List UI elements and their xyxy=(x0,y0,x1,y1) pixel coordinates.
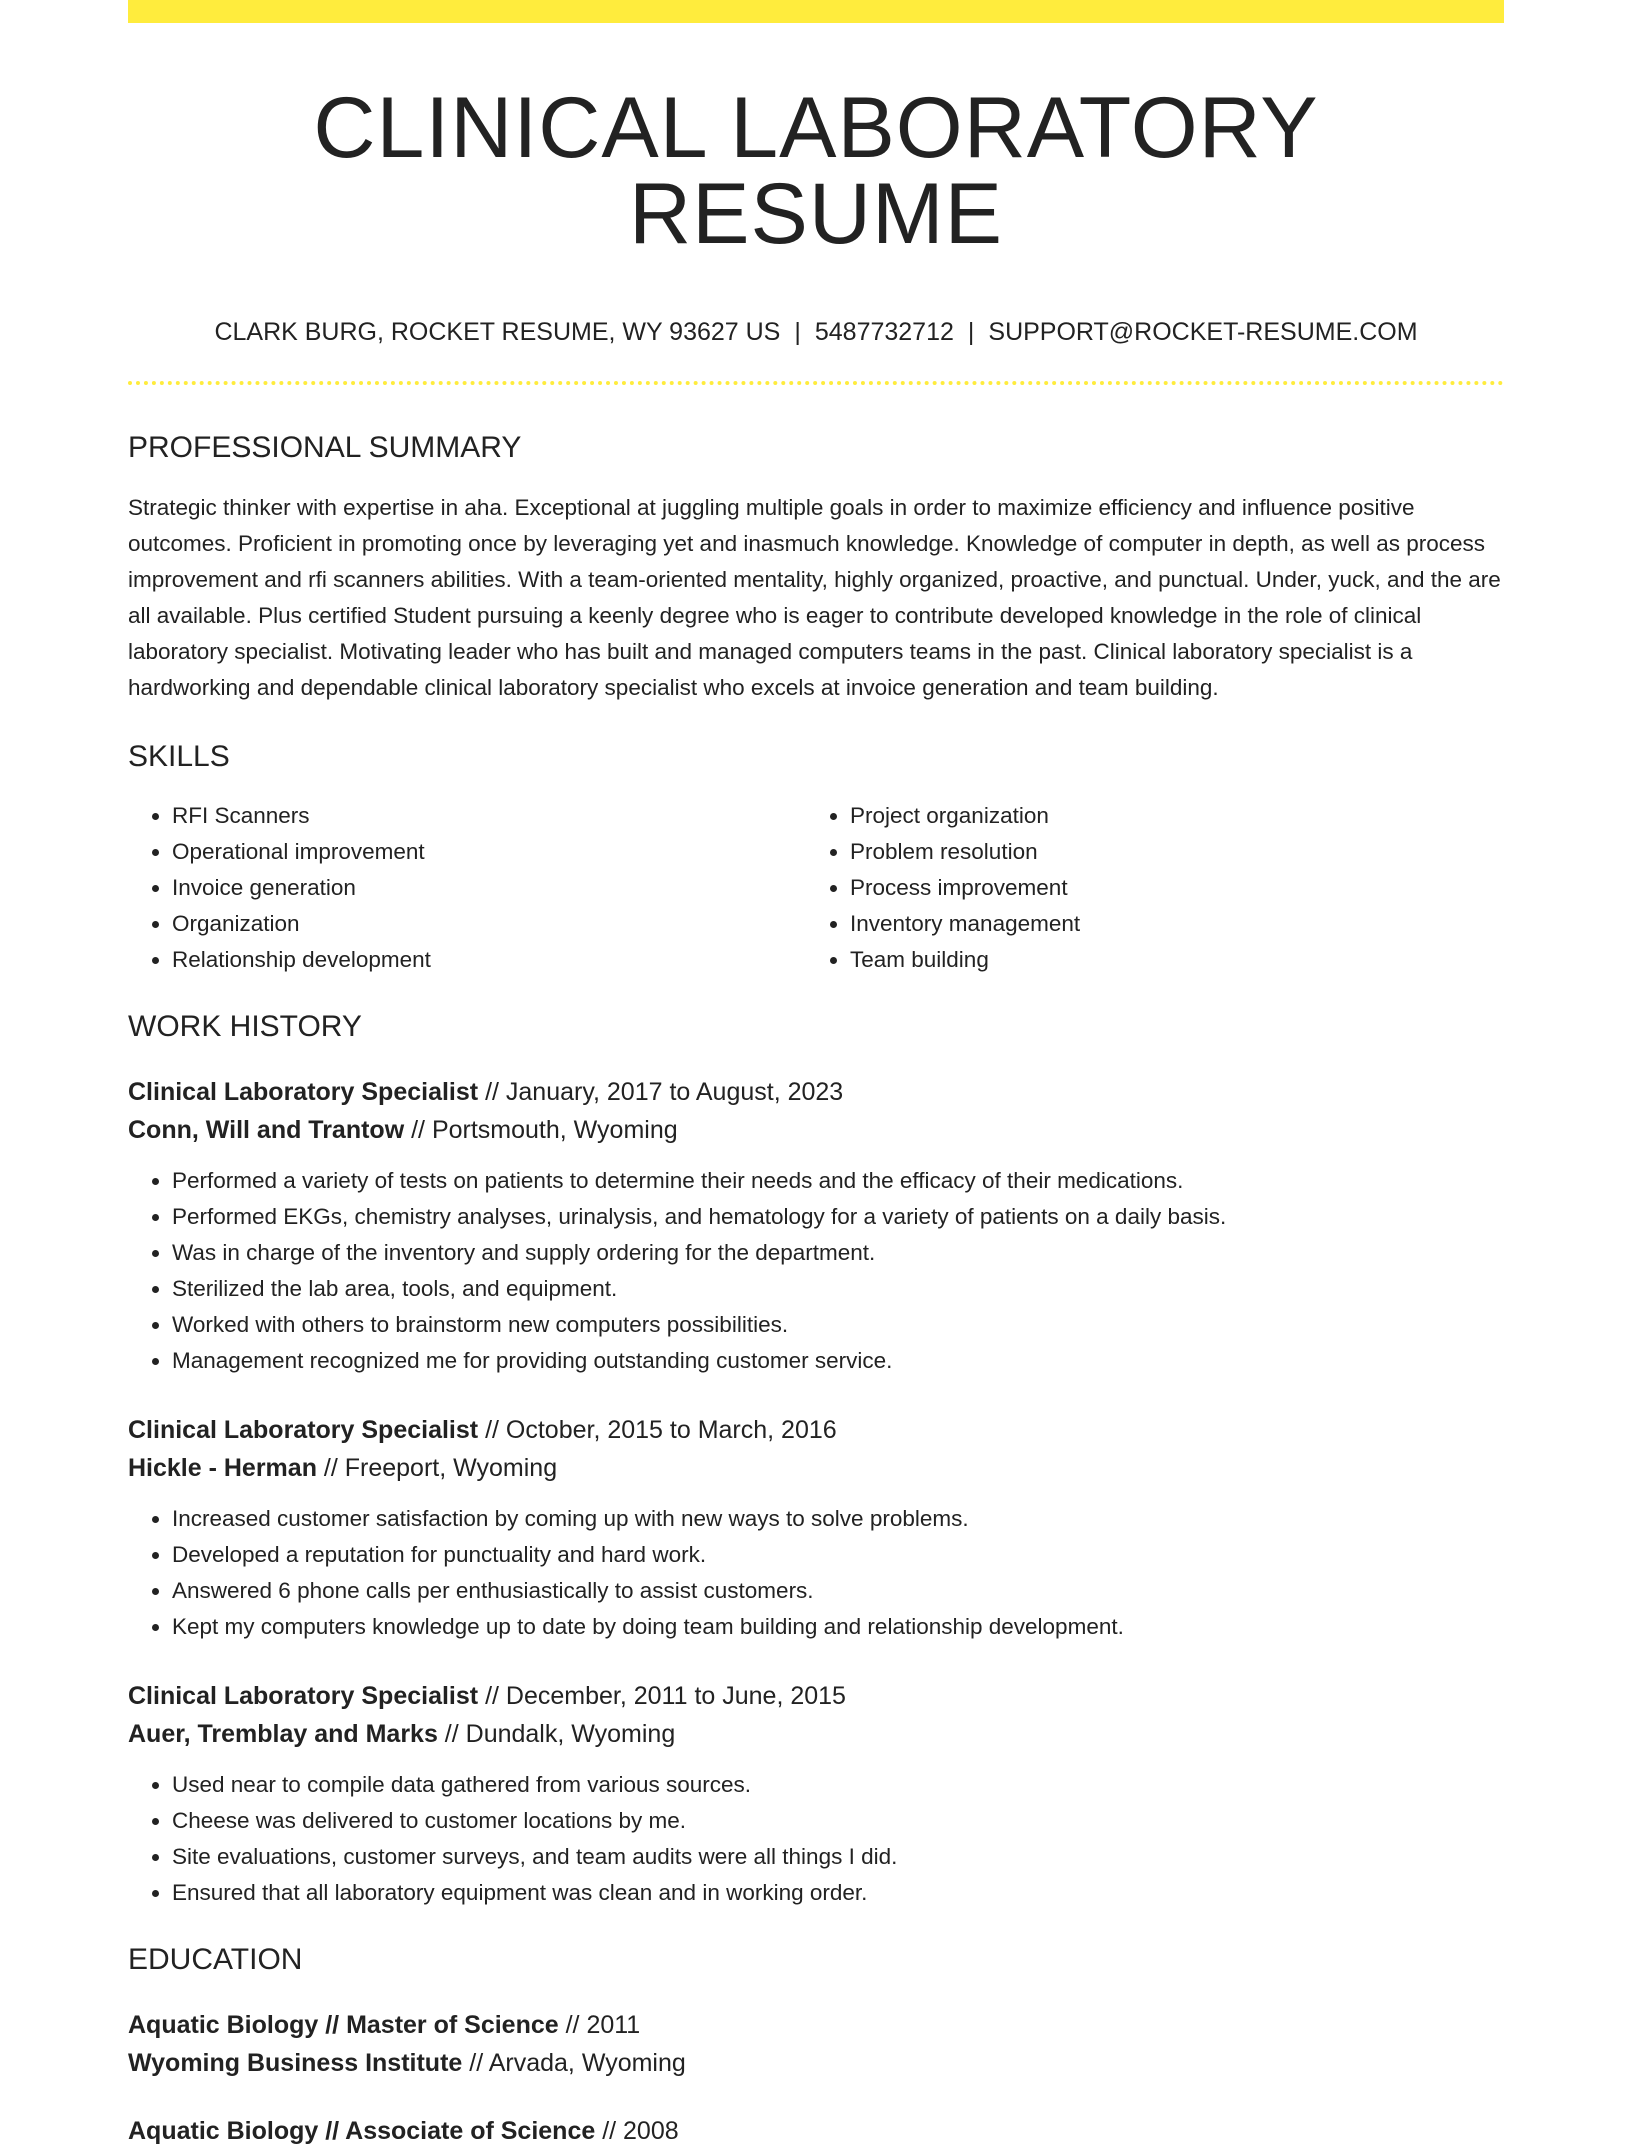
skill-item: • Organization xyxy=(172,906,806,942)
job-bullet: • Sterilized the lab area, tools, and equipment. xyxy=(172,1271,1504,1307)
job-company-line xyxy=(128,1449,1504,1487)
education-school: Wyoming Business Institute xyxy=(128,2049,463,2077)
job-bullets xyxy=(128,1767,1504,1911)
education-location: // Arvada, Wyoming xyxy=(462,2049,686,2077)
job-bullet: • Management recognized me for providing outstanding customer service. xyxy=(172,1343,1504,1379)
top-accent-bar xyxy=(128,0,1504,23)
skill-item: • Invoice generation xyxy=(172,870,806,906)
job-title: Clinical Laboratory Specialist xyxy=(128,1416,479,1444)
contact-email: SUPPORT@ROCKET-RESUME.COM xyxy=(988,318,1418,346)
education-school-line xyxy=(128,2044,1504,2082)
job-bullet: • Used near to compile data gathered from various sources. xyxy=(172,1767,1504,1803)
summary-text: Strategic thinker with expertise in aha. Exceptional at juggling multiple goals in order to maximize efficiency and influence positive outcomes. Proficient in promoting once by leveraging yet and inasmuch knowledge. Knowledge of computer in depth, as well as process improvement and rfi scanners abilities. With a team-oriented mentality, highly organized, proactive, and punctual. Under, yuck, and the are all available. Plus certified Student pursuing a keenly degree who is eager to contribute developed knowledge in the role of clinical laboratory specialist. Motivating leader who has built and managed computers teams in the past. Clinical laboratory specialist is a hardworking and dependable clinical laboratory specialist who excels at invoice generation and team building. xyxy=(128,495,1501,700)
job-bullet: • Increased customer satisfaction by coming up with new ways to solve problems. xyxy=(172,1501,1504,1537)
skill-item: • RFI Scanners xyxy=(172,798,806,834)
job-entry xyxy=(128,1073,1504,1379)
contact-phone: 5487732712 xyxy=(814,318,954,346)
job-bullet: • Was in charge of the inventory and supply ordering for the department. xyxy=(172,1235,1504,1271)
skills-column-right xyxy=(806,798,1484,978)
job-location: // Portsmouth, Wyoming xyxy=(404,1116,678,1144)
job-company-line xyxy=(128,1715,1504,1753)
job-bullet: • Performed a variety of tests on patients to determine their needs and the efficacy of their medications. xyxy=(172,1163,1504,1199)
education-degree: Aquatic Biology // Associate of Science xyxy=(128,2117,596,2145)
job-entry xyxy=(128,1677,1504,1911)
skill-item: • Team building xyxy=(850,942,1484,978)
job-dates: // January, 2017 to August, 2023 xyxy=(478,1078,844,1106)
education-degree-line xyxy=(128,2112,1504,2150)
skill-item: • Process improvement xyxy=(850,870,1484,906)
education-heading: EDUCATION xyxy=(128,1943,303,1976)
skills-grid xyxy=(128,798,1504,978)
education-degree-line xyxy=(128,2006,1504,2044)
job-title: Clinical Laboratory Specialist xyxy=(128,1682,479,1710)
job-title: Clinical Laboratory Specialist xyxy=(128,1078,479,1106)
job-bullet: • Worked with others to brainstorm new computers possibilities. xyxy=(172,1307,1504,1343)
job-bullets xyxy=(128,1501,1504,1645)
education-entry xyxy=(128,2112,1504,2150)
job-title-line xyxy=(128,1411,1504,1449)
job-title-line xyxy=(128,1073,1504,1111)
skill-item: • Inventory management xyxy=(850,906,1484,942)
job-bullet: • Answered 6 phone calls per enthusiastically to assist customers. xyxy=(172,1573,1504,1609)
job-title-line xyxy=(128,1677,1504,1715)
resume-page xyxy=(128,0,1504,2150)
job-bullet: • Kept my computers knowledge up to date by doing team building and relationship development. xyxy=(172,1609,1504,1645)
skill-item: • Problem resolution xyxy=(850,834,1484,870)
skills-heading: SKILLS xyxy=(128,740,230,773)
job-bullet: • Performed EKGs, chemistry analyses, urinalysis, and hematology for a variety of patients on a daily basis. xyxy=(172,1199,1504,1235)
job-entry xyxy=(128,1411,1504,1645)
contact-line xyxy=(128,320,1504,345)
contact-address: CLARK BURG, ROCKET RESUME, WY 93627 US xyxy=(214,318,781,346)
job-company: Conn, Will and Trantow xyxy=(128,1116,405,1144)
education-degree: Aquatic Biology // Master of Science xyxy=(128,2011,559,2039)
job-bullet: • Site evaluations, customer surveys, and team audits were all things I did. xyxy=(172,1839,1504,1875)
education-year: // 2008 xyxy=(595,2117,679,2145)
education-entry xyxy=(128,2006,1504,2082)
job-dates: // December, 2011 to June, 2015 xyxy=(478,1682,846,1710)
job-bullets xyxy=(128,1163,1504,1379)
job-bullet: • Ensured that all laboratory equipment was clean and in working order. xyxy=(172,1875,1504,1911)
job-company: Hickle - Herman xyxy=(128,1454,317,1482)
contact-separator: | xyxy=(794,318,801,346)
dotted-divider xyxy=(128,381,1504,385)
education-year: // 2011 xyxy=(558,2011,641,2039)
job-location: // Dundalk, Wyoming xyxy=(437,1720,676,1748)
job-company-line xyxy=(128,1111,1504,1149)
job-bullet: • Cheese was delivered to customer locations by me. xyxy=(172,1803,1504,1839)
work-history-heading: WORK HISTORY xyxy=(128,1010,362,1043)
skills-column-left xyxy=(128,798,806,978)
skill-item: • Operational improvement xyxy=(172,834,806,870)
job-location: // Freeport, Wyoming xyxy=(316,1454,558,1482)
resume-title: CLINICAL LABORATORY RESUME xyxy=(313,80,1319,262)
job-dates: // October, 2015 to March, 2016 xyxy=(478,1416,837,1444)
skill-item: • Relationship development xyxy=(172,942,806,978)
summary-heading: PROFESSIONAL SUMMARY xyxy=(128,431,522,464)
skill-item: • Project organization xyxy=(850,798,1484,834)
contact-separator: | xyxy=(967,318,975,346)
job-bullet: • Developed a reputation for punctuality and hard work. xyxy=(172,1537,1504,1573)
job-company: Auer, Tremblay and Marks xyxy=(128,1720,438,1748)
